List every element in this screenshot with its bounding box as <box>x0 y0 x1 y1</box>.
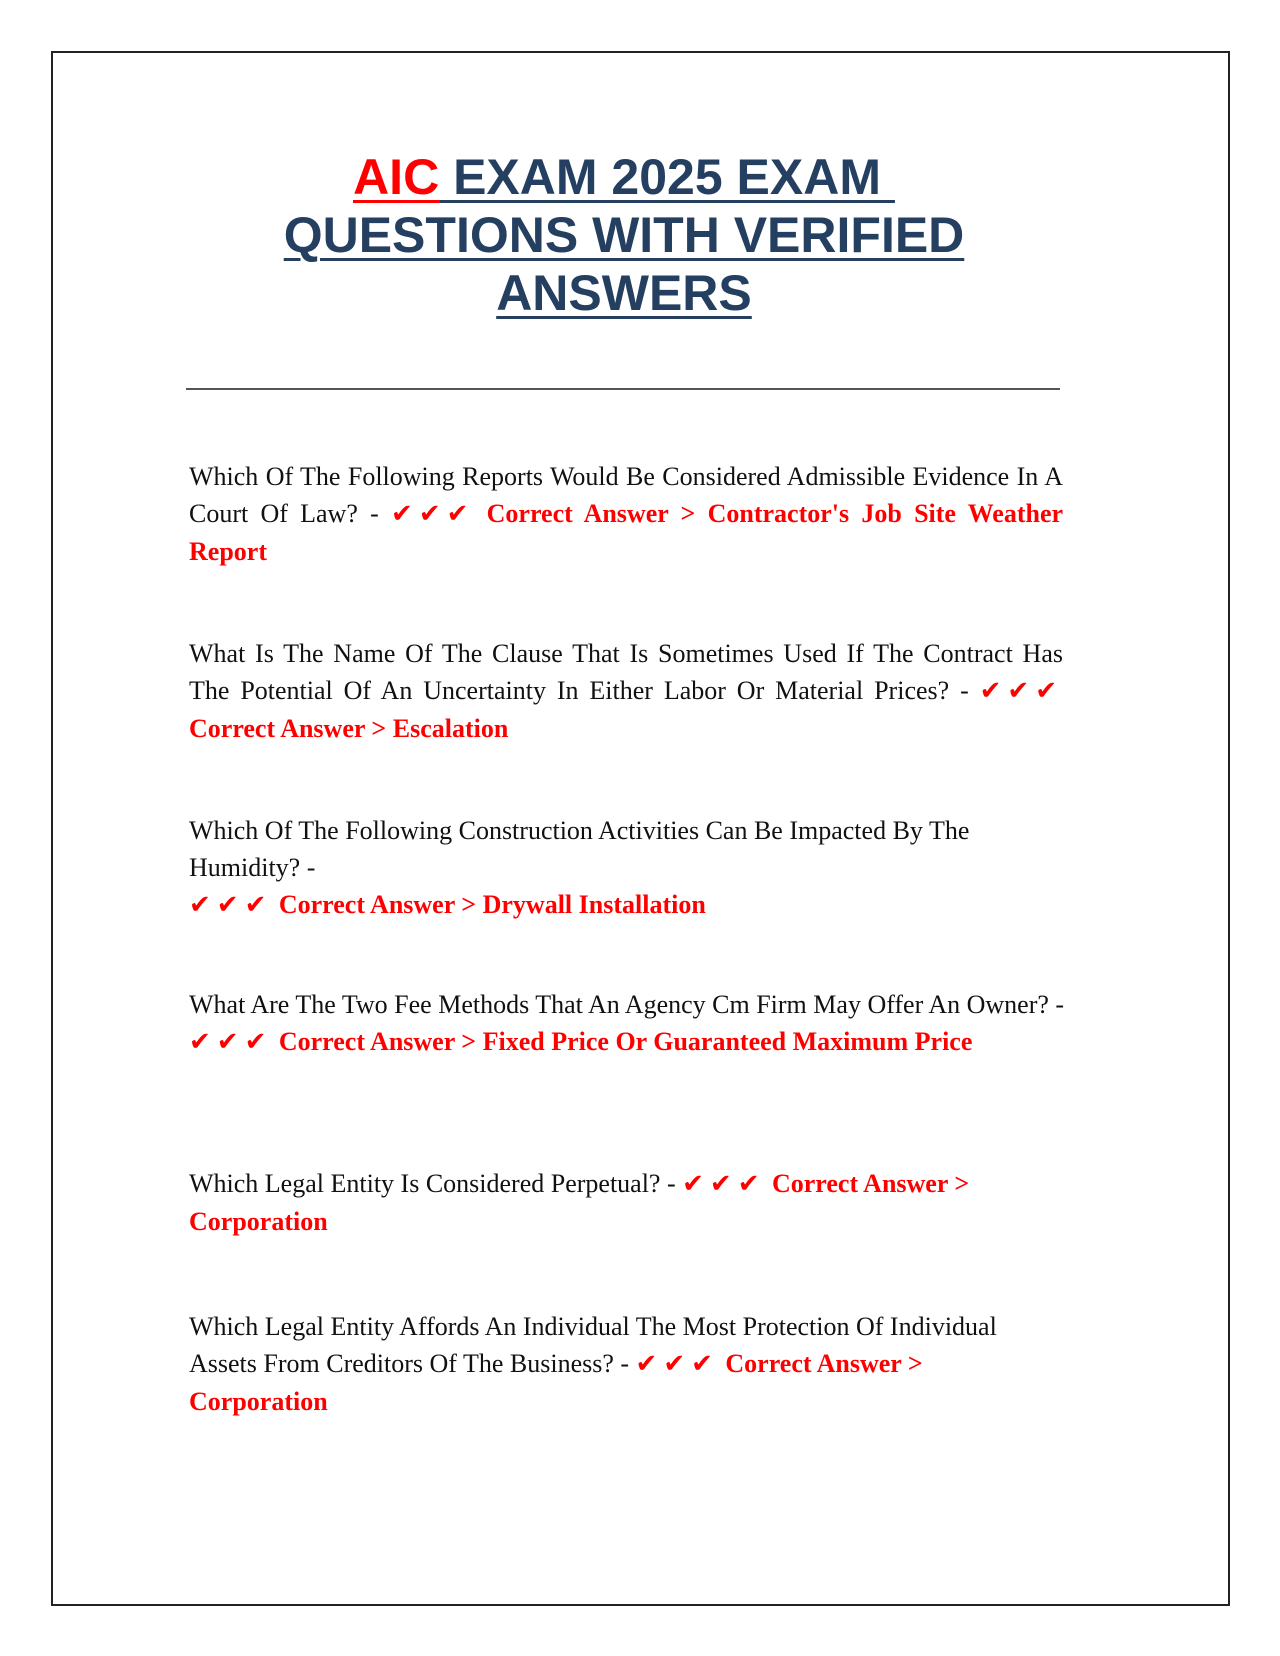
question-item <box>189 986 1089 1061</box>
check-icon: ✔✔✔ <box>189 1027 273 1057</box>
answer-text: Corporation <box>189 1387 328 1416</box>
answer-text: Corporation <box>189 1207 328 1236</box>
document-title <box>186 148 1062 322</box>
question-item <box>189 458 1063 570</box>
divider <box>186 388 1060 390</box>
question-text: What Is The Name Of The Clause That Is Sometimes Used If The Contract Has The Potential Of An Uncertainty In Either Labor Or Material Prices? - <box>189 639 1063 705</box>
answer-label: Correct Answer > <box>278 1027 477 1056</box>
question-item <box>189 812 1063 924</box>
title-line2: QUESTIONS WITH VERIFIED <box>283 207 965 263</box>
answer-text: Drywall Installation <box>482 890 706 919</box>
title-highlight: AIC <box>353 149 440 205</box>
check-icon: ✔✔✔ <box>391 499 475 529</box>
answer-text: Contractor's Job Site Weather Report <box>189 499 1064 566</box>
answer-label: Correct Answer > <box>725 1349 923 1378</box>
check-icon: ✔✔✔ <box>979 676 1063 706</box>
question-item <box>189 1165 1063 1240</box>
answer-text: Fixed Price Or Guaranteed Maximum Price <box>482 1027 973 1056</box>
answer-text: Escalation <box>392 714 509 743</box>
question-text: Which Legal Entity Affords An Individual The Most Protection Of Individual Assets From Creditors Of The Business? - <box>189 1312 997 1378</box>
question-text: What Are The Two Fee Methods That An Agency Cm Firm May Offer An Owner? - <box>189 990 1065 1019</box>
check-icon: ✔✔✔ <box>682 1169 766 1199</box>
title-line1: EXAM 2025 EXAM <box>453 149 882 205</box>
question-text: Which Of The Following Reports Would Be Considered Admissible Evidence In A Court Of Law? - <box>189 462 1063 528</box>
question-text: Which Of The Following Construction Activities Can Be Impacted By The Humidity? - <box>189 816 970 882</box>
question-item <box>189 635 1063 747</box>
check-icon: ✔✔✔ <box>635 1349 719 1379</box>
answer-label: Correct Answer > <box>486 499 696 528</box>
answer-label: Correct Answer > <box>189 714 387 743</box>
question-text: Which Legal Entity Is Considered Perpetual? - <box>189 1169 676 1198</box>
check-icon: ✔✔✔ <box>189 890 273 920</box>
question-item <box>189 1308 1063 1420</box>
answer-label: Correct Answer > <box>771 1169 970 1198</box>
title-line3: ANSWERS <box>496 265 752 321</box>
answer-label: Correct Answer > <box>278 890 477 919</box>
